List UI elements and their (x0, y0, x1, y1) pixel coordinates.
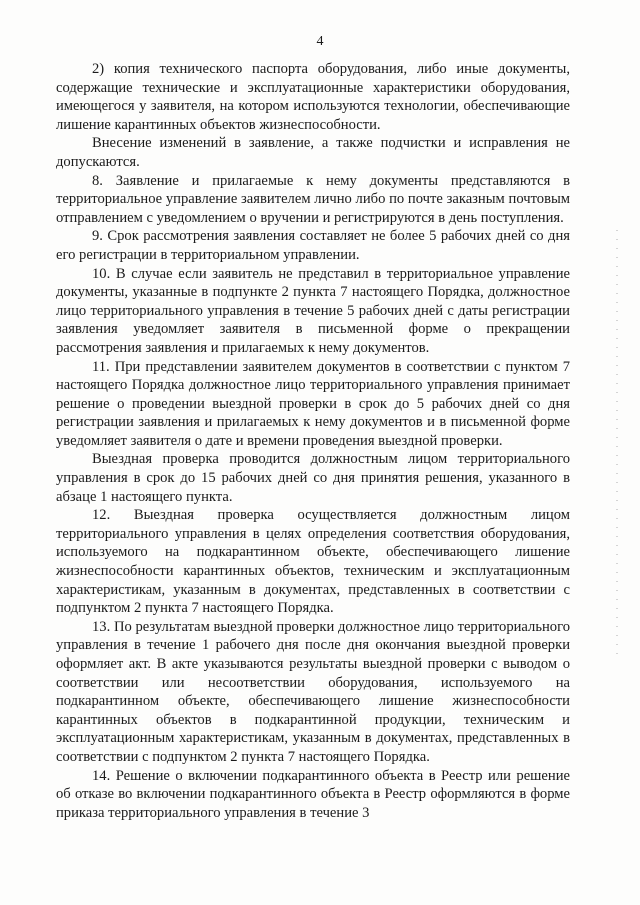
paragraph-site-inspection-term: Выездная проверка проводится должностным лицом территориального управления в срок до 15 рабочих дней со дня принятия решения, указанного в абзаце 1 настоящего пункта. (56, 451, 570, 505)
paragraph-item-2-copy-passport: 2) копия технического паспорта оборудования, либо иные документы, содержащие технические и эксплуатационные характеристики оборудования, имеющегося у заявителя, на котором используются технологии, обеспечивающие лишение карантинных объектов жизнеспособности. (56, 61, 570, 133)
paragraph-14-registry-decision: 14. Решение о включении подкарантинного объекта в Реестр или решение об отказе во включении подкарантинного объекта в Реестр оформляются в форме приказа территориального управления в течение 3 (56, 767, 570, 821)
paragraph-11-site-inspection-decision: 11. При представлении заявителем документов в соответствии с пунктом 7 настоящего Порядка должностное лицо территориального управления принимает решение о проведении выездной проверки в срок до 5 рабочих дней со дня регистрации заявления и прилагаемых к нему документов и в письменной форме уведомляет заявителя о дате и времени проведения выездной проверки. (56, 358, 570, 449)
paragraph-10-missing-documents: 10. В случае если заявитель не представил в территориальное управление документы, указанные в подпункте 2 пункта 7 настоящего Порядка, должностное лицо территориального управления в течение 5 рабочих дней с даты регистрации заявления уведомляет заявителя в письменной форме о прекращении рассмотрения заявления и прилагаемых к нему документов. (56, 265, 570, 356)
paragraph-13-inspection-act: 13. По результатам выездной проверки должностное лицо территориального управления в течение 1 рабочего дня после дня окончания выездной проверки оформляет акт. В акте указываются результаты выездной проверки с выводом о соответствии или несоответствии оборудования, используемого на подкарантинном объекте, обеспечивающего лишение жизнеспособности карантинных объектов в подкарантинной продукции, техническим и эксплуатационным характеристикам, указанным в документах, представленных в соответствии с подпунктом 2 пункта 7 настоящего Порядка. (56, 618, 570, 765)
scan-margin-marks (616, 230, 618, 660)
paragraph-12-inspection-purpose: 12. Выездная проверка осуществляется должностным лицом территориального управления в целях определения соответствия оборудования, используемого на подкарантинном объекте, обеспечивающего лишение жизнеспособности карантинных объектов, техническим и эксплуатационным характеристикам, указанным в документах, представленных в соответствии с подпунктом 2 пункта 7 настоящего Порядка. (56, 507, 570, 617)
page-number: 4 (316, 34, 324, 49)
paragraph-9-review-period: 9. Срок рассмотрения заявления составляет не более 5 рабочих дней со дня его регистрации в территориальном управлении. (56, 228, 570, 263)
paragraph-8-submission: 8. Заявление и прилагаемые к нему документы представляются в территориальное управление заявителем лично либо по почте заказным почтовым отправлением с уведомлением о вручении и регистрируются в день поступления. (56, 172, 570, 226)
paragraph-no-corrections: Внесение изменений в заявление, а также подчистки и исправления не допускаются. (56, 135, 570, 170)
document-body (56, 60, 570, 822)
